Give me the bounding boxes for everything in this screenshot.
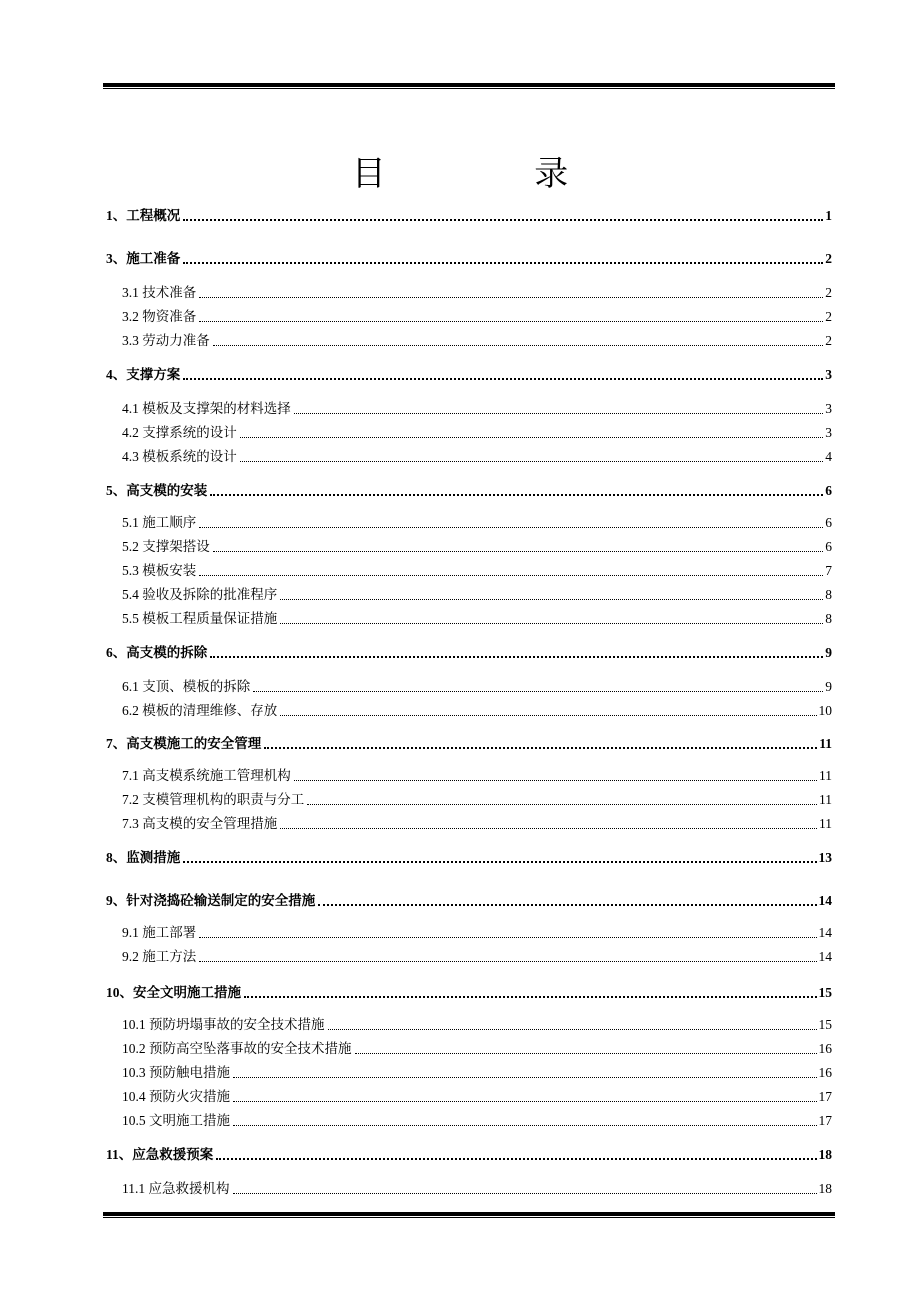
toc-section-entry[interactable] bbox=[106, 584, 832, 604]
toc-page-number: 3 bbox=[825, 367, 832, 382]
toc-dot-leader bbox=[233, 1193, 817, 1194]
toc-page-number: 1 bbox=[825, 208, 832, 223]
toc-section-entry[interactable] bbox=[106, 398, 832, 418]
toc-section-entry[interactable] bbox=[106, 512, 832, 532]
toc-dot-leader bbox=[199, 321, 823, 322]
toc-entry-label: 9、针对浇捣砼输送制定的安全措施 bbox=[106, 893, 316, 908]
toc-section-entry[interactable] bbox=[106, 789, 832, 809]
toc-chapter-entry[interactable] bbox=[106, 733, 832, 753]
footer-rule bbox=[103, 1212, 835, 1218]
toc-chapter-entry[interactable] bbox=[106, 205, 832, 225]
toc-dot-leader bbox=[280, 623, 823, 624]
toc-dot-leader bbox=[210, 494, 823, 496]
toc-entry-label: 3、施工准备 bbox=[106, 251, 181, 266]
toc-page-number: 2 bbox=[825, 309, 832, 324]
toc-dot-leader bbox=[280, 599, 823, 600]
toc-entry-label: 3.1 技术准备 bbox=[122, 285, 197, 300]
toc-section-entry[interactable] bbox=[106, 946, 832, 966]
toc-entry-label: 5.3 模板安装 bbox=[122, 563, 197, 578]
toc-section-entry[interactable] bbox=[106, 813, 832, 833]
toc-dot-leader bbox=[233, 1125, 817, 1126]
toc-entry-label: 4.1 模板及支撑架的材料选择 bbox=[122, 401, 291, 416]
toc-section-entry[interactable] bbox=[106, 560, 832, 580]
toc-page-number: 11 bbox=[819, 768, 832, 783]
toc-chapter-entry[interactable] bbox=[106, 364, 832, 384]
toc-page-number: 16 bbox=[818, 1065, 832, 1080]
toc-entry-label: 6.1 支顶、模板的拆除 bbox=[122, 679, 251, 694]
toc-section-entry[interactable] bbox=[106, 1062, 832, 1082]
toc-entry-label: 6、高支模的拆除 bbox=[106, 645, 208, 660]
toc-dot-leader bbox=[199, 937, 816, 938]
toc-page-number: 8 bbox=[825, 611, 832, 626]
toc-chapter-entry[interactable] bbox=[106, 847, 832, 867]
toc-entry-label: 9.1 施工部署 bbox=[122, 925, 197, 940]
toc-entry-label: 11、应急救援预案 bbox=[106, 1147, 214, 1162]
toc-dot-leader bbox=[294, 413, 824, 414]
toc-page-number: 7 bbox=[825, 563, 832, 578]
toc-page-number: 13 bbox=[818, 850, 832, 865]
toc-entry-label: 5.2 支撑架搭设 bbox=[122, 539, 210, 554]
toc-entry-label: 4.3 模板系统的设计 bbox=[122, 449, 237, 464]
table-of-contents bbox=[106, 0, 832, 1302]
toc-chapter-entry[interactable] bbox=[106, 890, 832, 910]
toc-page-number: 2 bbox=[825, 251, 832, 266]
toc-page-number: 18 bbox=[818, 1181, 832, 1196]
toc-dot-leader bbox=[199, 575, 823, 576]
toc-entry-label: 7、高支模施工的安全管理 bbox=[106, 736, 262, 751]
toc-entry-label: 8、监测措施 bbox=[106, 850, 181, 865]
toc-page-number: 18 bbox=[818, 1147, 832, 1162]
toc-dot-leader bbox=[183, 861, 816, 863]
toc-entry-label: 10.4 预防火灾措施 bbox=[122, 1089, 230, 1104]
toc-section-entry[interactable] bbox=[106, 306, 832, 326]
toc-section-entry[interactable] bbox=[106, 765, 832, 785]
toc-entry-label: 9.2 施工方法 bbox=[122, 949, 197, 964]
toc-entry-label: 1、工程概况 bbox=[106, 208, 181, 223]
toc-entry-label: 4、支撑方案 bbox=[106, 367, 181, 382]
toc-section-entry[interactable] bbox=[106, 1178, 832, 1198]
toc-dot-leader bbox=[213, 345, 824, 346]
toc-entry-label: 7.1 高支模系统施工管理机构 bbox=[122, 768, 291, 783]
toc-section-entry[interactable] bbox=[106, 536, 832, 556]
toc-dot-leader bbox=[294, 780, 817, 781]
toc-entry-label: 3.3 劳动力准备 bbox=[122, 333, 210, 348]
toc-entry-label: 7.3 高支模的安全管理措施 bbox=[122, 816, 278, 831]
toc-dot-leader bbox=[264, 747, 817, 749]
toc-chapter-entry[interactable] bbox=[106, 1144, 832, 1164]
toc-dot-leader bbox=[240, 461, 824, 462]
toc-section-entry[interactable] bbox=[106, 676, 832, 696]
toc-page-number: 6 bbox=[825, 539, 832, 554]
toc-section-entry[interactable] bbox=[106, 1110, 832, 1130]
toc-section-entry[interactable] bbox=[106, 922, 832, 942]
toc-dot-leader bbox=[199, 961, 816, 962]
toc-entry-label: 11.1 应急救援机构 bbox=[122, 1181, 230, 1196]
toc-section-entry[interactable] bbox=[106, 1014, 832, 1034]
toc-page-number: 14 bbox=[818, 893, 832, 908]
toc-dot-leader bbox=[213, 551, 824, 552]
toc-section-entry[interactable] bbox=[106, 700, 832, 720]
toc-section-entry[interactable] bbox=[106, 282, 832, 302]
toc-entry-label: 5.5 模板工程质量保证措施 bbox=[122, 611, 278, 626]
toc-section-entry[interactable] bbox=[106, 1086, 832, 1106]
toc-dot-leader bbox=[253, 691, 823, 692]
toc-section-entry[interactable] bbox=[106, 422, 832, 442]
toc-dot-leader bbox=[318, 904, 816, 906]
toc-entry-label: 10.3 预防触电措施 bbox=[122, 1065, 230, 1080]
toc-entry-label: 10.5 文明施工措施 bbox=[122, 1113, 230, 1128]
toc-section-entry[interactable] bbox=[106, 330, 832, 350]
toc-dot-leader bbox=[244, 996, 817, 998]
toc-entry-label: 10.2 预防高空坠落事故的安全技术措施 bbox=[122, 1041, 352, 1056]
toc-entry-label: 5、高支模的安装 bbox=[106, 483, 208, 498]
toc-section-entry[interactable] bbox=[106, 446, 832, 466]
toc-page-number: 11 bbox=[819, 736, 832, 751]
toc-entry-label: 7.2 支模管理机构的职责与分工 bbox=[122, 792, 305, 807]
toc-entry-label: 10、安全文明施工措施 bbox=[106, 985, 241, 1000]
toc-dot-leader bbox=[233, 1101, 817, 1102]
toc-dot-leader bbox=[233, 1077, 817, 1078]
toc-chapter-entry[interactable] bbox=[106, 248, 832, 268]
toc-chapter-entry[interactable] bbox=[106, 642, 832, 662]
toc-page-number: 14 bbox=[818, 925, 832, 940]
toc-dot-leader bbox=[280, 715, 816, 716]
toc-page-number: 16 bbox=[818, 1041, 832, 1056]
toc-page-number: 8 bbox=[825, 587, 832, 602]
toc-dot-leader bbox=[328, 1029, 817, 1030]
toc-entry-label: 5.1 施工顺序 bbox=[122, 515, 197, 530]
toc-entry-label: 10.1 预防坍塌事故的安全技术措施 bbox=[122, 1017, 325, 1032]
toc-page-number: 3 bbox=[825, 401, 832, 416]
toc-page-number: 2 bbox=[825, 285, 832, 300]
toc-page-number: 15 bbox=[818, 1017, 832, 1032]
toc-page-number: 4 bbox=[825, 449, 832, 464]
toc-page-number: 9 bbox=[825, 679, 832, 694]
toc-dot-leader bbox=[199, 527, 823, 528]
toc-page-number: 15 bbox=[818, 985, 832, 1000]
toc-page-number: 2 bbox=[825, 333, 832, 348]
toc-page-number: 6 bbox=[825, 515, 832, 530]
toc-chapter-entry[interactable] bbox=[106, 982, 832, 1002]
toc-section-entry[interactable] bbox=[106, 608, 832, 628]
toc-page-number: 3 bbox=[825, 425, 832, 440]
toc-entry-label: 3.2 物资准备 bbox=[122, 309, 197, 324]
toc-dot-leader bbox=[183, 219, 823, 221]
toc-dot-leader bbox=[307, 804, 817, 805]
toc-page-number: 6 bbox=[825, 483, 832, 498]
toc-dot-leader bbox=[355, 1053, 817, 1054]
toc-dot-leader bbox=[210, 656, 823, 658]
toc-dot-leader bbox=[199, 297, 823, 298]
toc-entry-label: 6.2 模板的清理维修、存放 bbox=[122, 703, 278, 718]
toc-dot-leader bbox=[216, 1158, 816, 1160]
toc-page-number: 11 bbox=[819, 816, 832, 831]
toc-page-number: 17 bbox=[818, 1089, 832, 1104]
toc-dot-leader bbox=[183, 262, 823, 264]
toc-section-entry[interactable] bbox=[106, 1038, 832, 1058]
toc-dot-leader bbox=[240, 437, 824, 438]
toc-page-number: 17 bbox=[818, 1113, 832, 1128]
toc-page-number: 11 bbox=[819, 792, 832, 807]
toc-chapter-entry[interactable] bbox=[106, 480, 832, 500]
page-title: 目 录 bbox=[351, 156, 639, 193]
toc-page-number: 14 bbox=[818, 949, 832, 964]
toc-page-number: 9 bbox=[825, 645, 832, 660]
toc-entry-label: 5.4 验收及拆除的批准程序 bbox=[122, 587, 278, 602]
toc-dot-leader bbox=[183, 378, 823, 380]
toc-page-number: 10 bbox=[818, 703, 832, 718]
toc-entry-label: 4.2 支撑系统的设计 bbox=[122, 425, 237, 440]
toc-dot-leader bbox=[280, 828, 817, 829]
